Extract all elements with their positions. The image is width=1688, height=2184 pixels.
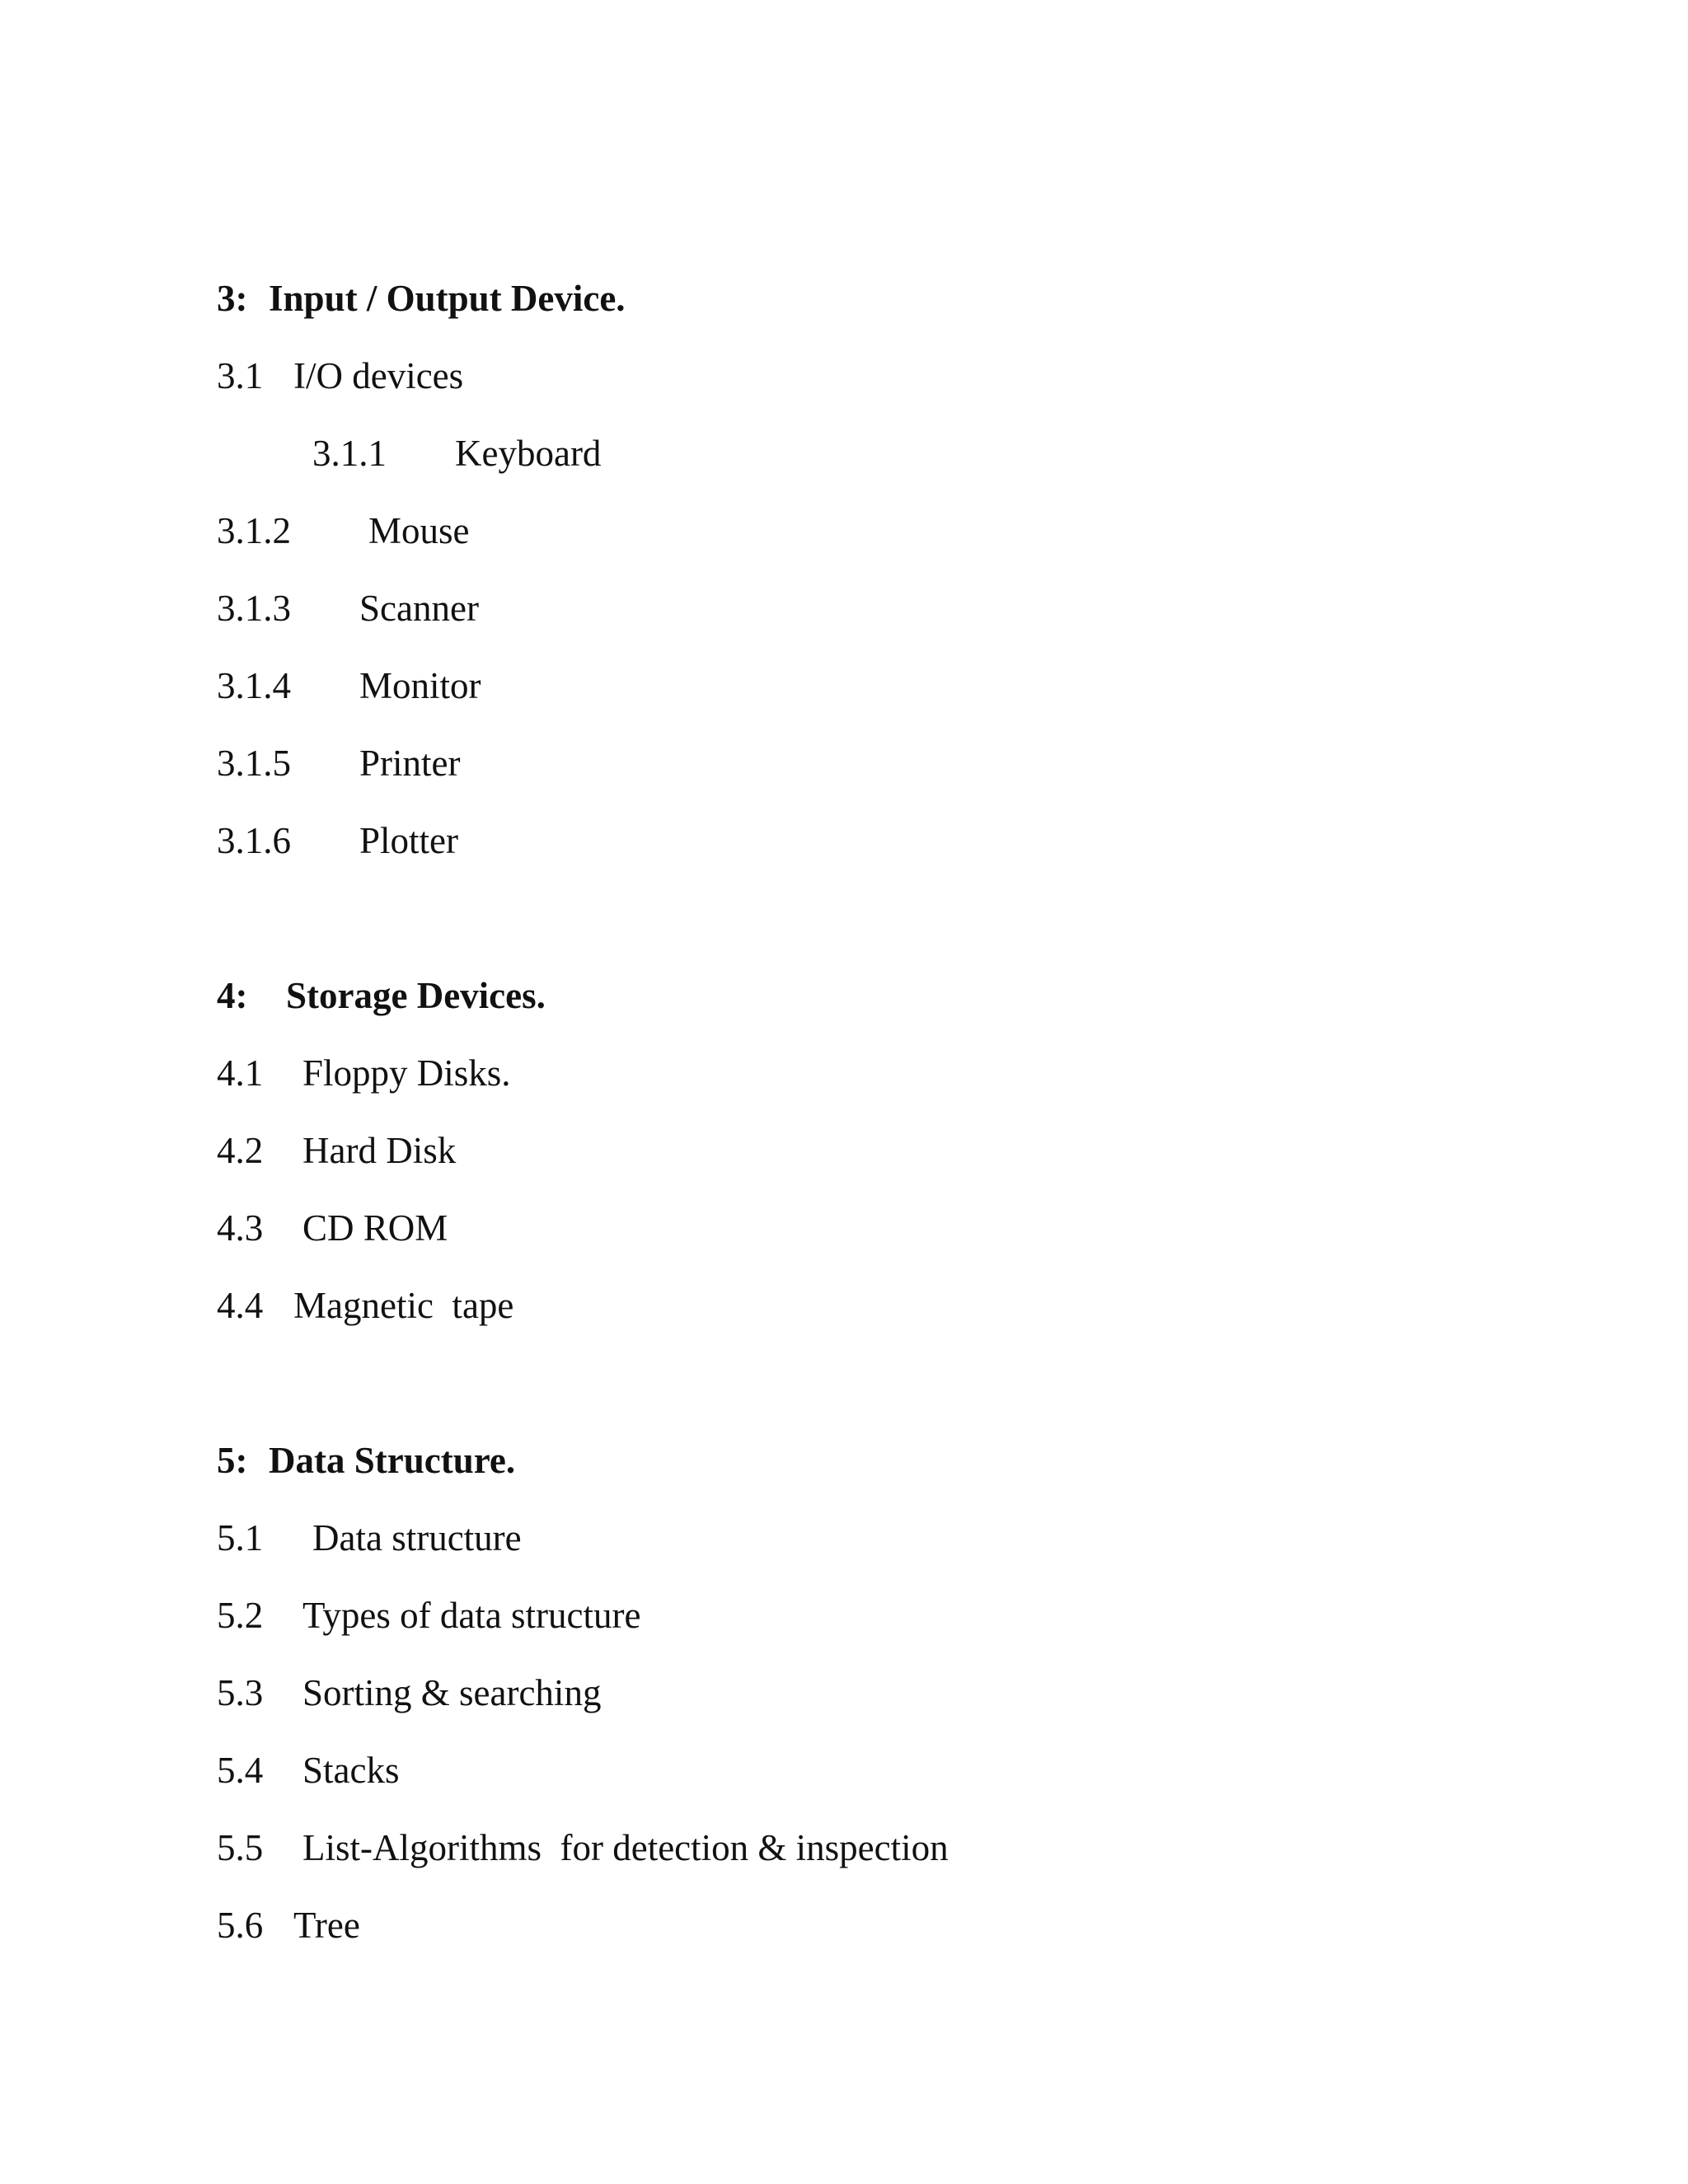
item-number: 4.2 [217,1130,264,1171]
section-number: 4: [217,975,248,1016]
item-label: Printer [359,743,461,784]
section-number: 3: [217,278,248,319]
section-title: Input / Output Device. [269,278,626,319]
item-label: Monitor [359,665,481,706]
item-number: 3.1.6 [217,820,291,861]
item-label: Mouse [368,510,470,551]
item-number: 5.6 [217,1905,264,1946]
item-label: Floppy Disks. [302,1052,511,1094]
item-number: 4.3 [217,1207,264,1249]
item-number: 3.1.4 [217,665,291,706]
list-item [217,1282,514,1421]
item-number: 3.1.2 [217,510,291,551]
item-label: CD ROM [302,1207,448,1249]
section-title: Data Structure. [269,1440,516,1481]
item-number: 3.1 [217,355,264,396]
item-number: 4.1 [217,1052,264,1094]
item-number: 5.3 [217,1672,264,1713]
item-number: 5.1 [217,1517,264,1558]
item-number: 4.4 [217,1285,264,1326]
item-label: I/O devices [293,355,464,396]
item-number: 3.1.3 [217,588,291,629]
item-label: Plotter [359,820,458,861]
item-number: 5.4 [217,1750,264,1791]
item-label: Keyboard [455,433,602,474]
item-number: 5.2 [217,1595,264,1636]
item-label: Tree [293,1905,360,1946]
item-label: List-Algorithms for detection & inspection [302,1827,949,1868]
list-item [217,1902,360,2041]
item-label: Hard Disk [302,1130,457,1171]
item-label: Sorting & searching [302,1672,602,1713]
section-number: 5: [217,1440,248,1481]
item-label: Magnetic tape [293,1285,514,1326]
item-label: Scanner [359,588,479,629]
section-title: Storage Devices. [286,975,546,1016]
list-item [217,818,458,956]
item-number: 3.1.5 [217,743,291,784]
item-label: Data structure [312,1517,522,1558]
item-label: Stacks [302,1750,400,1791]
item-number: 3.1.1 [312,433,387,474]
item-number: 5.5 [217,1827,264,1868]
item-label: Types of data structure [302,1595,641,1636]
